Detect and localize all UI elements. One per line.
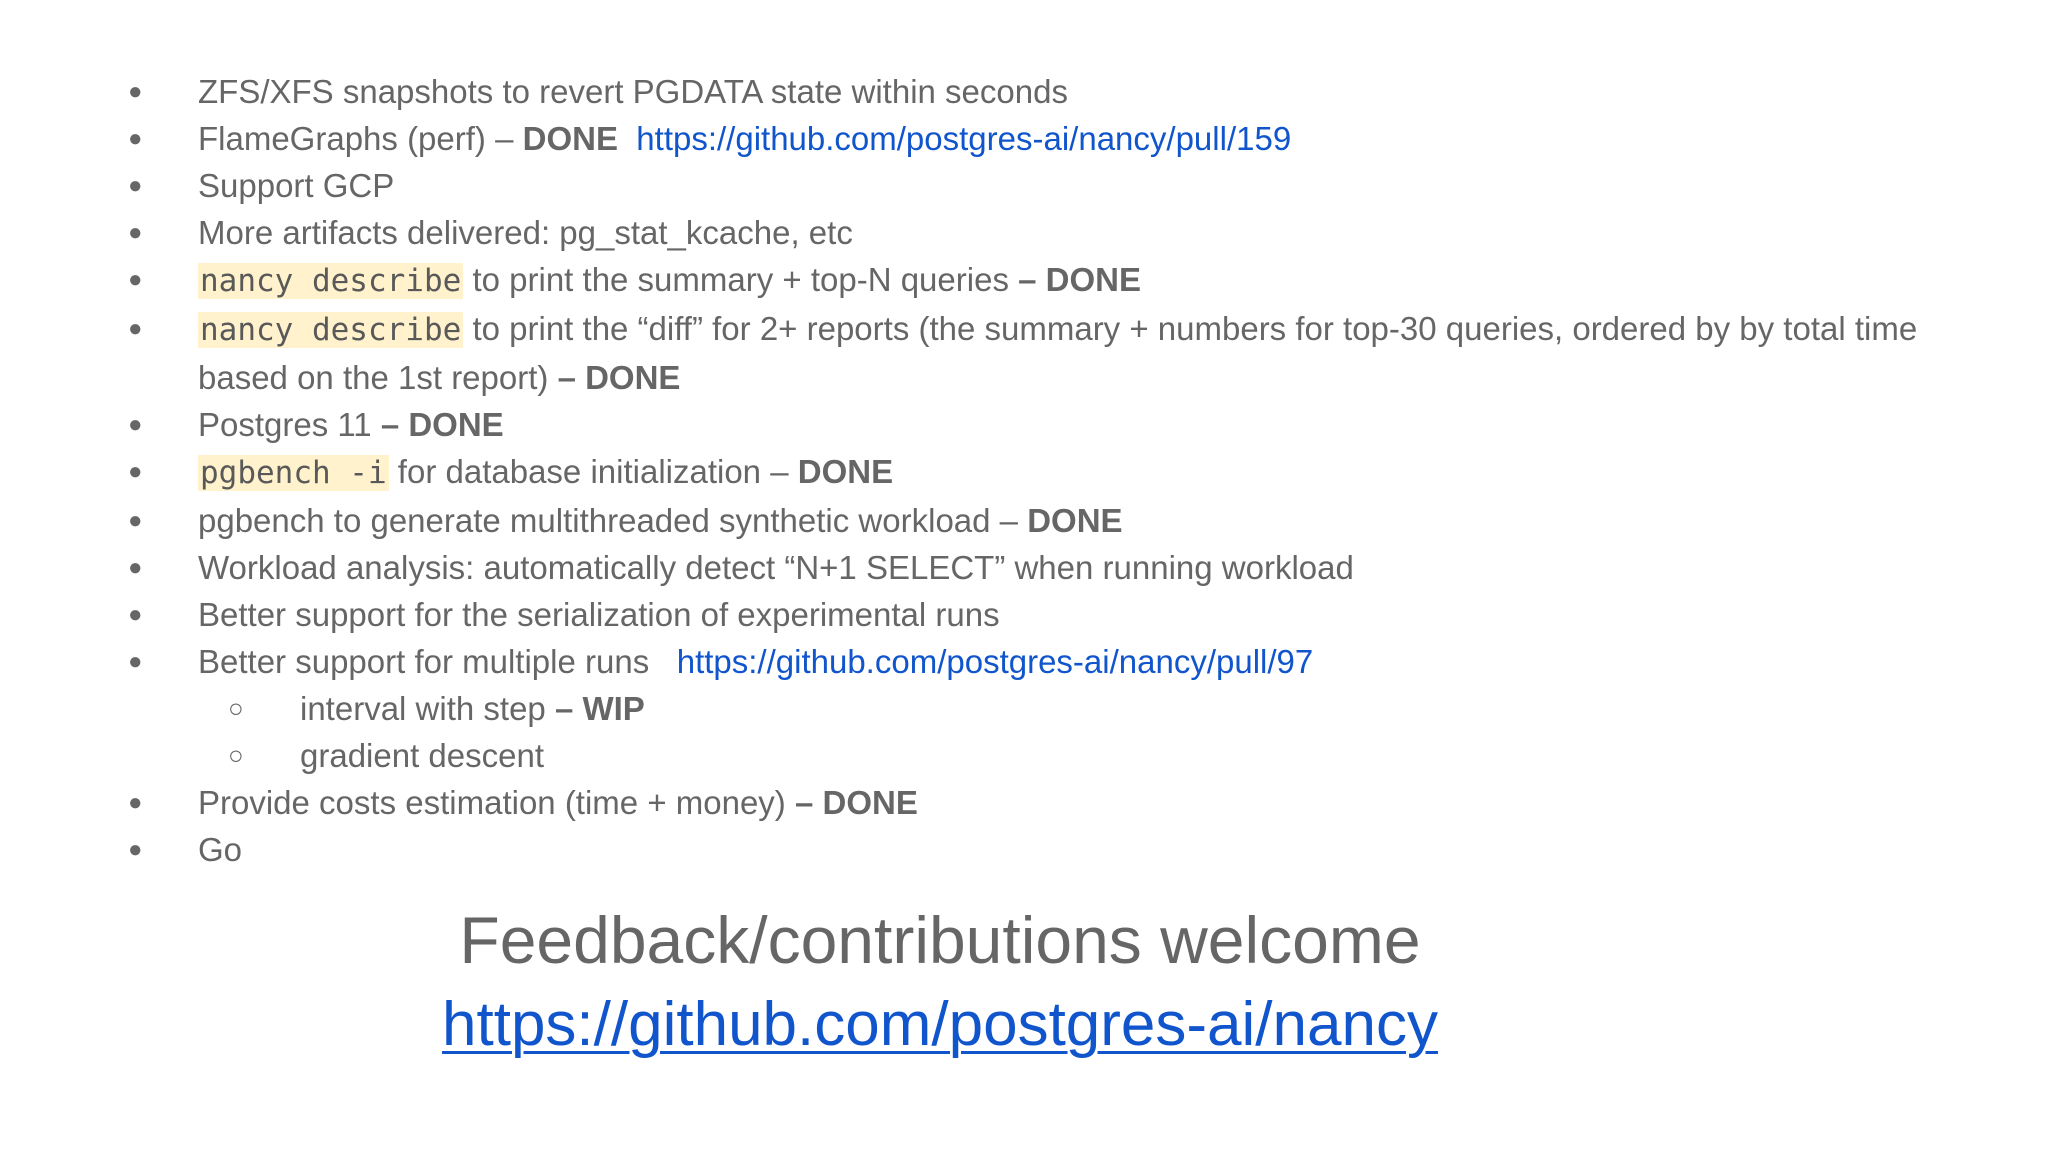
list-item — [124, 68, 1924, 115]
roadmap-list — [124, 68, 1924, 873]
list-item — [124, 256, 1924, 305]
list-item — [124, 779, 1924, 826]
flamegraphs-pull-link[interactable]: https://github.com/postgres-ai/nancy/pull/159 — [636, 120, 1292, 157]
wip-label: – WIP — [554, 690, 645, 727]
list-item — [124, 401, 1924, 448]
item-text: gradient descent — [300, 737, 545, 774]
done-label: DONE — [522, 120, 618, 157]
item-text: Better support for multiple runs — [198, 643, 677, 680]
item-text: ZFS/XFS snapshots to revert PGDATA state within seconds — [198, 73, 1068, 110]
item-text: for database initialization – — [388, 453, 798, 490]
code-snippet: pgbench -i — [200, 455, 387, 491]
list-item — [124, 544, 1924, 591]
sub-bullet-icon: ○ — [228, 693, 244, 723]
done-label: – DONE — [557, 359, 681, 396]
item-text: interval with step — [300, 690, 555, 727]
list-item — [124, 448, 1924, 497]
feedback-heading: Feedback/contributions welcome — [459, 903, 1421, 977]
item-text: to print the summary + top-N queries — [463, 261, 1019, 298]
item-text: to print the “diff” for 2+ reports (the summary + numbers for top-30 queries, ordered by by total time based on the 1st report) — [198, 310, 1918, 396]
sub-list-item — [124, 685, 1924, 732]
item-text: More artifacts delivered: pg_stat_kcache, etc — [198, 214, 853, 251]
code-snippet: nancy describe — [200, 312, 462, 348]
item-text: Postgres 11 — [198, 406, 381, 443]
list-item — [124, 162, 1924, 209]
sub-list-item — [124, 732, 1924, 779]
item-text: Support GCP — [198, 167, 395, 204]
repo-link-container — [0, 986, 1880, 1064]
list-item — [124, 591, 1924, 638]
bullet-icon: ● — [128, 507, 143, 534]
item-text: Go — [198, 831, 243, 868]
multiple-runs-pull-link[interactable]: https://github.com/postgres-ai/nancy/pull/97 — [676, 643, 1314, 680]
bullet-icon: ● — [128, 554, 143, 581]
code-snippet: nancy describe — [200, 263, 462, 299]
bullet-icon: ● — [128, 78, 143, 105]
bullet-icon: ● — [128, 601, 143, 628]
bullet-icon: ● — [128, 125, 143, 152]
list-item — [124, 638, 1924, 685]
bullet-icon: ● — [128, 836, 143, 863]
done-label: DONE — [797, 453, 894, 490]
item-text: Provide costs estimation (time + money) — [198, 784, 795, 821]
list-item — [124, 305, 1924, 401]
list-item — [124, 115, 1924, 162]
bullet-icon: ● — [128, 411, 143, 438]
item-text: Workload analysis: automatically detect “N+1 SELECT” when running workload — [198, 549, 1354, 586]
bullet-icon: ● — [128, 315, 143, 342]
done-label: – DONE — [380, 406, 504, 443]
list-item — [124, 826, 1924, 873]
bullet-icon: ● — [128, 648, 143, 675]
item-text: pgbench to generate multithreaded synthetic workload – — [198, 502, 1028, 539]
sub-bullet-icon: ○ — [228, 740, 244, 770]
bullet-icon: ● — [128, 789, 143, 816]
list-item — [124, 209, 1924, 256]
done-label: – DONE — [794, 784, 918, 821]
item-text: Better support for the serialization of experimental runs — [198, 596, 1000, 633]
bullet-icon: ● — [128, 266, 143, 293]
list-item — [124, 497, 1924, 544]
repo-link[interactable]: https://github.com/postgres-ai/nancy — [442, 990, 1438, 1059]
bullet-icon: ● — [128, 219, 143, 246]
bullet-icon: ● — [128, 172, 143, 199]
item-text: FlameGraphs (perf) – — [198, 120, 523, 157]
done-label: – DONE — [1018, 261, 1141, 298]
bullet-icon: ● — [128, 458, 143, 485]
done-label: DONE — [1027, 502, 1123, 539]
